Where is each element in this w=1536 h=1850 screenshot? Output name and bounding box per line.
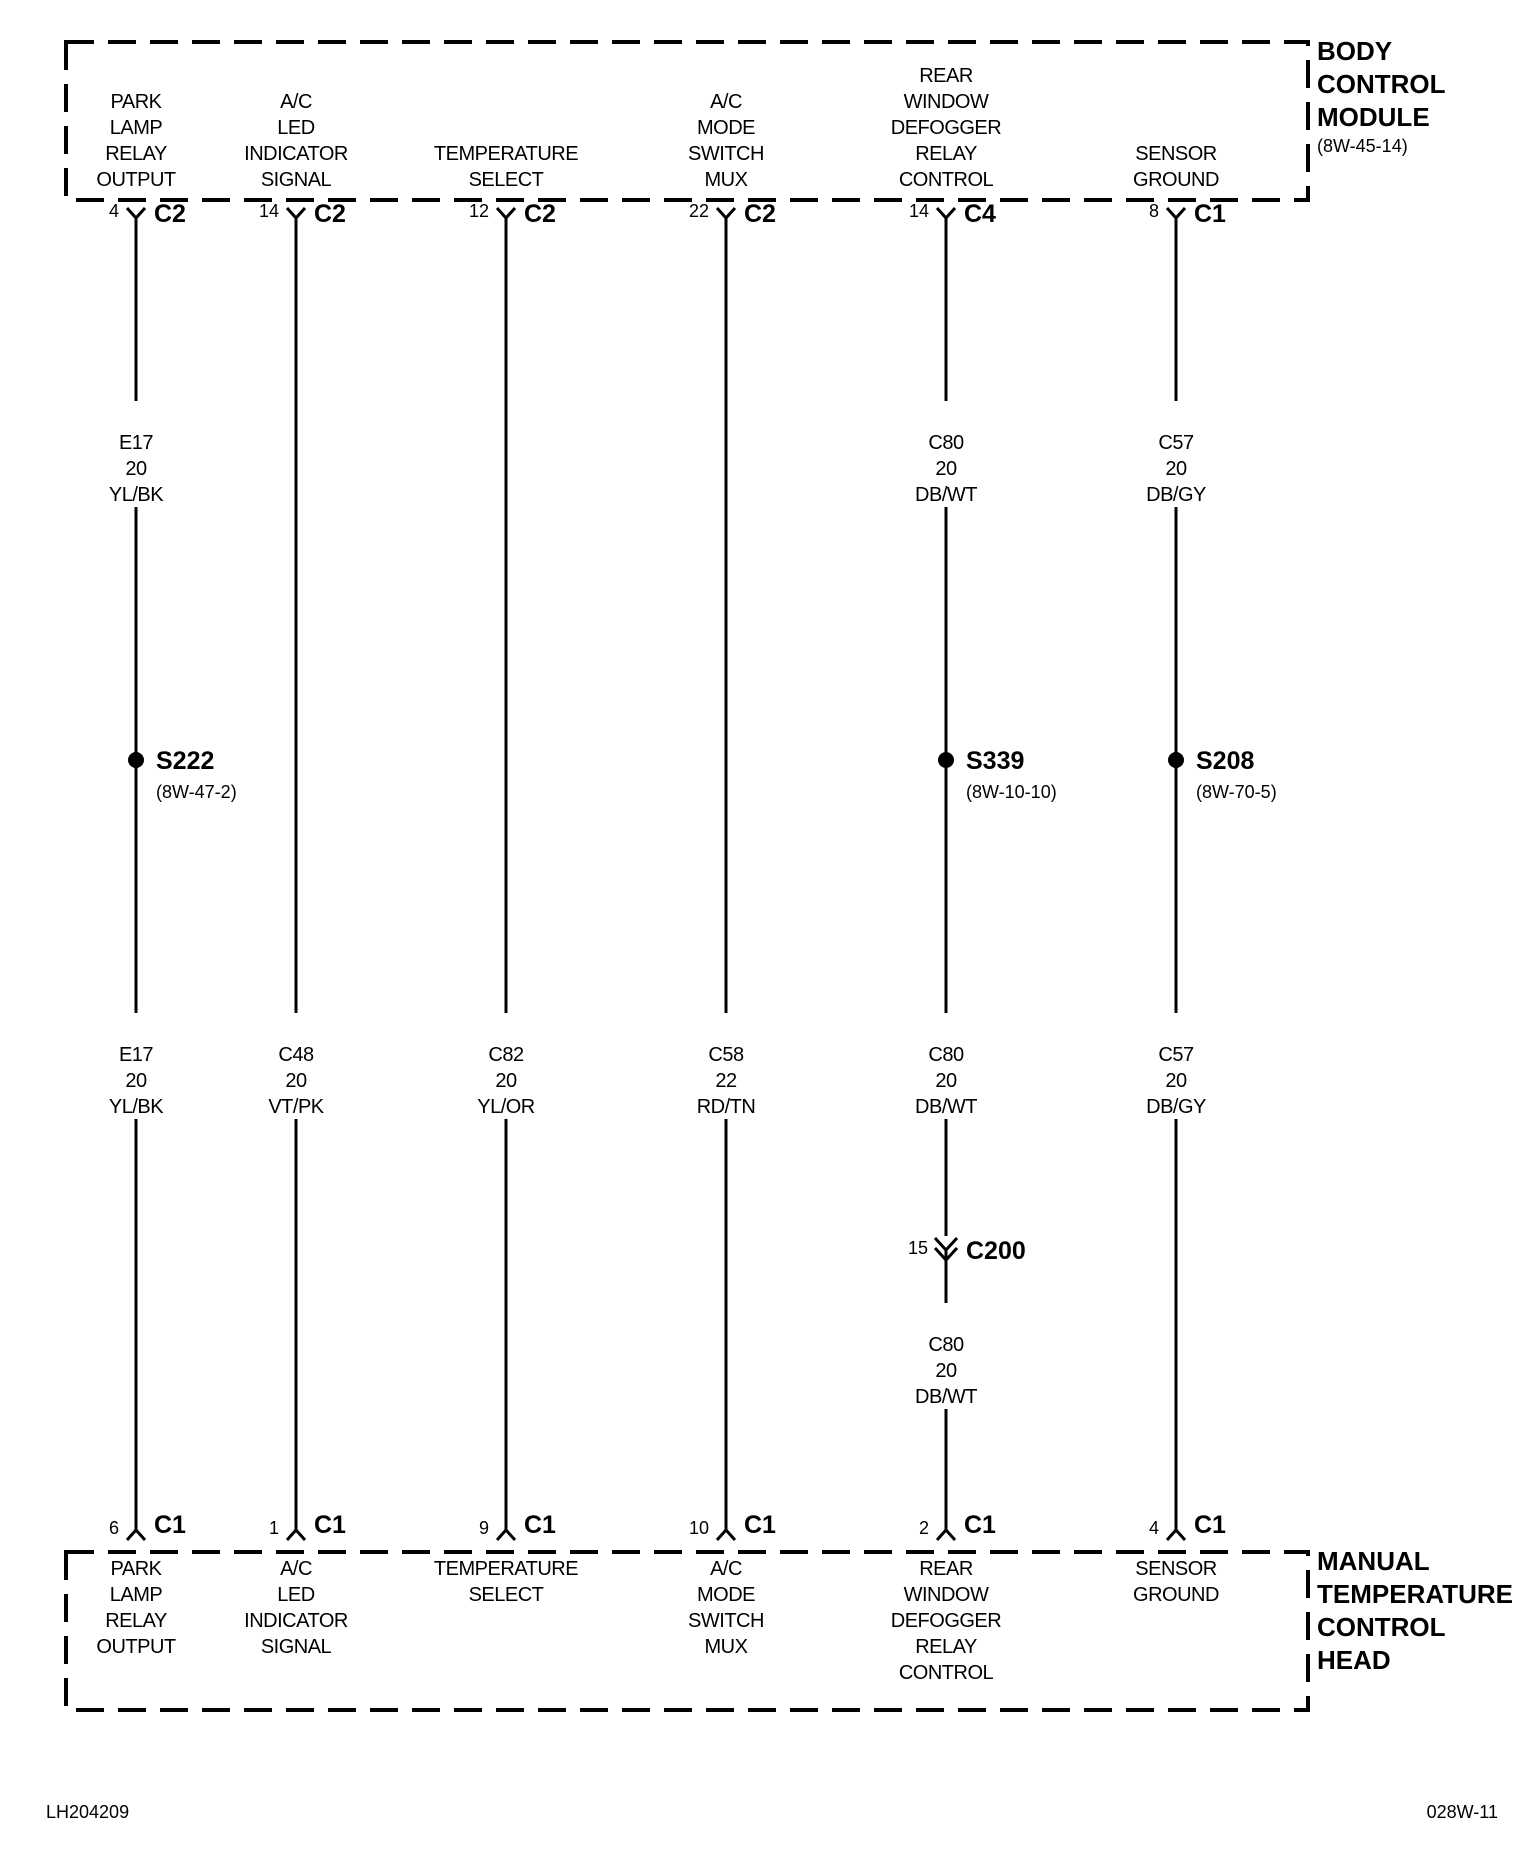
splice-ref: (8W-10-10) [966, 782, 1057, 802]
splice-dot [938, 752, 954, 768]
footer-right-code: 028W-11 [1426, 1802, 1498, 1822]
top-pin-function-label: REAR [919, 65, 973, 87]
top-pin-function-label: INDICATOR [244, 143, 348, 165]
circuit-temp-select [434, 143, 578, 1606]
bottom-connector-symbol [497, 1530, 515, 1540]
top-pin-function-label: CONTROL [898, 169, 994, 191]
splice-ref: (8W-70-5) [1196, 782, 1277, 802]
wire-code-label: 22 [715, 1070, 737, 1092]
splice-dot [128, 752, 144, 768]
top-pin-function-label: MODE [697, 117, 755, 139]
top-connector-symbol [497, 208, 515, 218]
bottom-pin-number: 9 [478, 1518, 489, 1538]
circuit-ac-mode [688, 91, 776, 1658]
bottom-pin-function-label: MUX [704, 1636, 748, 1658]
bottom-pin-function-label: LED [277, 1584, 315, 1606]
wire-code-label: 20 [125, 458, 147, 480]
bottom-pin-function-label: SWITCH [688, 1610, 764, 1632]
bottom-pin-function-label: MODE [697, 1584, 755, 1606]
top-pin-function-label: MUX [704, 169, 748, 191]
top-pin-function-label: WINDOW [903, 91, 989, 113]
top-module-name [1317, 36, 1446, 132]
top-connector-name: C1 [1194, 200, 1226, 228]
bottom-connector-symbol [127, 1530, 145, 1540]
wire-code-label: DB/WT [915, 1096, 977, 1118]
inline-pin-number: 15 [907, 1238, 928, 1258]
body-control-module-box [66, 42, 1308, 200]
bottom-module-name-line: CONTROL [1317, 1612, 1446, 1642]
wire-code-label: RD/TN [696, 1096, 756, 1118]
bottom-pin-function-label: DEFOGGER [890, 1610, 1002, 1632]
bottom-pin-number: 1 [268, 1518, 279, 1538]
top-pin-number: 12 [468, 201, 489, 221]
top-pin-function-label: A/C [710, 91, 742, 113]
top-pin-number: 14 [908, 201, 929, 221]
top-pin-function-label: SIGNAL [260, 169, 332, 191]
inline-connector-female [935, 1238, 957, 1250]
top-connector-name: C2 [154, 200, 186, 228]
wire-code-label: C58 [708, 1044, 744, 1066]
bottom-pin-function-label: INDICATOR [244, 1610, 348, 1632]
top-connector-symbol [717, 208, 735, 218]
top-pin-number: 22 [688, 201, 709, 221]
bottom-connector-symbol [1167, 1530, 1185, 1540]
wire-code-label: YL/OR [477, 1096, 535, 1118]
top-pin-function-label: PARK [110, 91, 162, 113]
bottom-pin-function-label: SIGNAL [260, 1636, 332, 1658]
top-pin-function-label: SELECT [468, 169, 544, 191]
circuits [96, 65, 1276, 1684]
wire-code-label: C80 [928, 432, 964, 454]
bottom-module-name-line: TEMPERATURE [1317, 1579, 1513, 1609]
top-connector-name: C2 [314, 200, 346, 228]
splice-dot [1168, 752, 1184, 768]
bottom-connector-name: C1 [154, 1511, 186, 1539]
circuit-rear-defog [891, 65, 1057, 1684]
wire-code-label: C80 [928, 1334, 964, 1356]
top-pin-function-label: RELAY [105, 143, 167, 165]
top-pin-function-label: DEFOGGER [890, 117, 1002, 139]
wire-code-label: C57 [1158, 1044, 1194, 1066]
wire-code-label: YL/BK [108, 484, 164, 506]
bottom-pin-function-label: PARK [110, 1558, 162, 1580]
splice-name: S339 [966, 747, 1025, 775]
bottom-pin-function-label: RELAY [915, 1636, 977, 1658]
bottom-pin-function-label: SENSOR [1135, 1558, 1217, 1580]
wire-code-label: VT/PK [268, 1096, 324, 1118]
top-module-ref: (8W-45-14) [1317, 136, 1408, 156]
bottom-pin-number: 10 [688, 1518, 709, 1538]
top-pin-number: 14 [258, 201, 279, 221]
wire-code-label: DB/WT [915, 1386, 977, 1408]
wire-code-label: DB/GY [1146, 1096, 1206, 1118]
bottom-pin-function-label: REAR [919, 1558, 973, 1580]
top-pin-number: 8 [1148, 201, 1159, 221]
wire-code-label: YL/BK [108, 1096, 164, 1118]
bottom-connector-name: C1 [1194, 1511, 1226, 1539]
bottom-pin-function-label: A/C [710, 1558, 742, 1580]
top-module-name-line: CONTROL [1317, 69, 1446, 99]
top-module-name-line: BODY [1317, 36, 1393, 66]
wire-code-label: C80 [928, 1044, 964, 1066]
bottom-pin-function-label: WINDOW [903, 1584, 989, 1606]
wire-code-label: 20 [125, 1070, 147, 1092]
wire-code-label: E17 [118, 1044, 154, 1066]
bottom-pin-number: 4 [1148, 1518, 1159, 1538]
wire-code-label: 20 [935, 1070, 957, 1092]
bottom-pin-function-label: LAMP [109, 1584, 163, 1606]
top-module-name-line: MODULE [1317, 102, 1430, 132]
circuit-sensor-ground [1133, 143, 1277, 1606]
splice-name: S208 [1196, 747, 1255, 775]
circuit-park-lamp [96, 91, 236, 1658]
splice-ref: (8W-47-2) [156, 782, 237, 802]
bottom-pin-function-label: CONTROL [898, 1662, 994, 1684]
bottom-connector-name: C1 [964, 1511, 996, 1539]
bottom-pin-number: 2 [918, 1518, 929, 1538]
top-pin-number: 4 [108, 201, 119, 221]
bottom-module-name [1317, 1546, 1513, 1675]
top-pin-function-label: SWITCH [688, 143, 764, 165]
bottom-module-name-line: HEAD [1317, 1645, 1391, 1675]
top-pin-function-label: OUTPUT [96, 169, 176, 191]
bottom-connector-name: C1 [314, 1511, 346, 1539]
wire-code-label: 20 [1165, 1070, 1187, 1092]
wire-code-label: 20 [495, 1070, 517, 1092]
wire-code-label: E17 [118, 432, 154, 454]
wire-code-label: DB/WT [915, 484, 977, 506]
top-pin-function-label: A/C [280, 91, 312, 113]
bottom-module-name-line: MANUAL [1317, 1546, 1430, 1576]
bottom-pin-function-label: OUTPUT [96, 1636, 176, 1658]
bottom-connector-symbol [937, 1530, 955, 1540]
top-connector-symbol [287, 208, 305, 218]
bottom-pin-function-label: RELAY [105, 1610, 167, 1632]
bottom-connector-symbol [717, 1530, 735, 1540]
footer-left-code: LH204209 [46, 1802, 130, 1822]
top-pin-function-label: SENSOR [1135, 143, 1217, 165]
splice-name: S222 [156, 747, 215, 775]
top-connector-symbol [937, 208, 955, 218]
wire-code-label: C57 [1158, 432, 1194, 454]
bottom-pin-number: 6 [108, 1518, 119, 1538]
bottom-connector-symbol [287, 1530, 305, 1540]
bottom-pin-function-label: SELECT [468, 1584, 544, 1606]
wire-code-label: 20 [935, 1360, 957, 1382]
top-pin-function-label: RELAY [915, 143, 977, 165]
wire-code-label: C48 [278, 1044, 314, 1066]
top-pin-function-label: GROUND [1133, 169, 1219, 191]
wire-code-label: DB/GY [1146, 484, 1206, 506]
top-pin-function-label: LAMP [109, 117, 163, 139]
bottom-pin-function-label: TEMPERATURE [433, 1558, 579, 1580]
bottom-connector-name: C1 [744, 1511, 776, 1539]
top-connector-symbol [1167, 208, 1185, 218]
wire-code-label: C82 [488, 1044, 524, 1066]
wire-code-label: 20 [935, 458, 957, 480]
bottom-pin-function-label: A/C [280, 1558, 312, 1580]
bottom-pin-function-label: GROUND [1133, 1584, 1219, 1606]
top-connector-name: C2 [744, 200, 776, 228]
top-connector-symbol [127, 208, 145, 218]
top-connector-name: C2 [524, 200, 556, 228]
bottom-connector-name: C1 [524, 1511, 556, 1539]
top-connector-name: C4 [964, 200, 996, 228]
top-pin-function-label: LED [277, 117, 315, 139]
wire-code-label: 20 [285, 1070, 307, 1092]
circuit-ac-led [244, 91, 348, 1658]
top-pin-function-label: TEMPERATURE [433, 143, 579, 165]
inline-connector-name: C200 [966, 1237, 1026, 1265]
wire-code-label: 20 [1165, 458, 1187, 480]
